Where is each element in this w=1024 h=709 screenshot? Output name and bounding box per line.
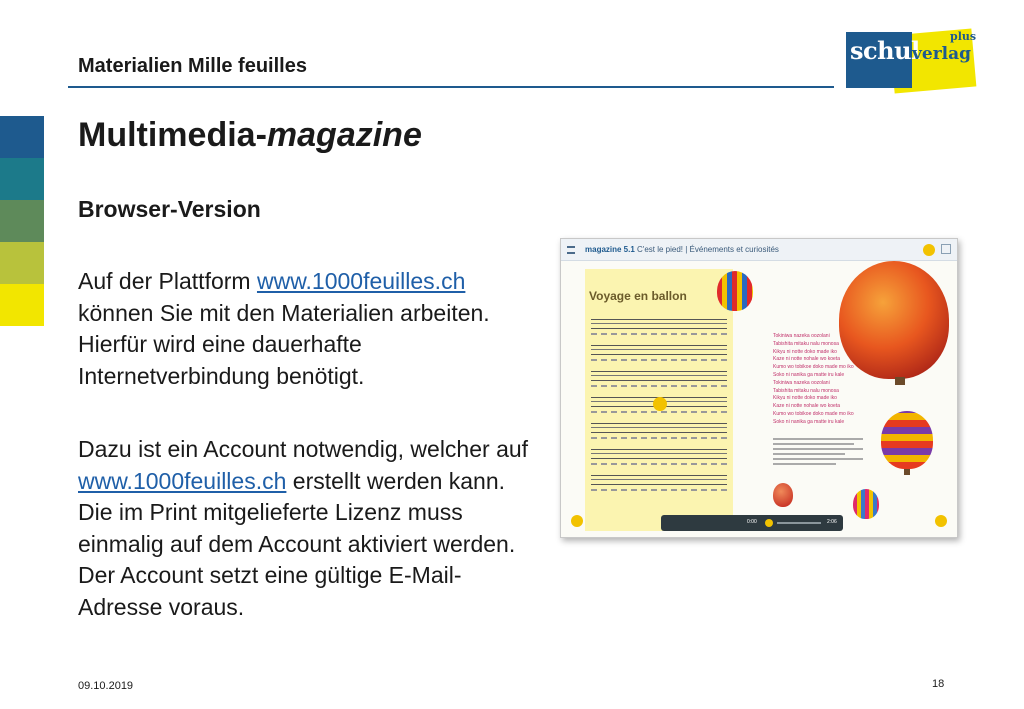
account-link[interactable]: www.1000feuilles.ch <box>78 467 287 494</box>
menu-icon <box>567 246 575 254</box>
screenshot-toolbar <box>561 239 957 261</box>
previous-page-button[interactable] <box>571 515 583 527</box>
balloon-basket <box>895 377 905 385</box>
player-position-knob[interactable] <box>765 519 773 527</box>
sidebar-band <box>0 158 44 200</box>
poem-line: Kaze ni notte nohale wo koeta <box>773 356 840 363</box>
lyrics-line <box>591 463 727 465</box>
hand-icon <box>923 244 935 256</box>
balloon-tiny <box>773 483 793 507</box>
player-time-start: 0:00 <box>747 519 757 525</box>
sidebar-band <box>0 284 44 326</box>
music-staff <box>591 371 727 381</box>
poem-line: Kumo wo tobikoe doko made mo iko <box>773 364 854 371</box>
lyrics-line <box>591 385 727 387</box>
next-page-button[interactable] <box>935 515 947 527</box>
platform-link[interactable]: www.1000feuilles.ch <box>256 268 466 294</box>
magazine-screenshot <box>560 238 958 538</box>
poem-line: Soko ni nanika ga matte iru kale <box>773 371 845 378</box>
poem-line: Kaze ni notte nohale wo koeta <box>773 403 840 410</box>
footer-page-number: 18 <box>932 678 945 690</box>
poem-line: Kumo wo tobikoe doko made mo iko <box>773 410 854 417</box>
lyrics-line <box>591 437 727 439</box>
lyrics-line <box>591 489 727 491</box>
subheading: Browser-Version <box>78 196 261 222</box>
balloon-tiny <box>853 489 879 519</box>
balloon-medium <box>881 411 933 469</box>
balloon-small <box>717 271 753 311</box>
lyrics-line <box>591 359 727 361</box>
music-staff <box>591 345 727 355</box>
poem-lyrics <box>773 333 854 427</box>
screenshot-toolbar-title: magazine 5.1 C'est le pied! | Événements et curiosités <box>585 245 779 254</box>
sidebar-band <box>0 116 44 158</box>
poem-line: Soko ni nanika ga matte iru kale <box>773 418 845 425</box>
poem-line: Tokiniwa nazeka oozolani <box>773 379 830 386</box>
lyrics-line <box>591 333 727 335</box>
audio-player[interactable] <box>661 515 843 531</box>
poem-line: Tabishita mitaku nalu monosa <box>773 340 839 347</box>
player-track[interactable] <box>777 522 821 524</box>
footer-date: 09.10.2019 <box>78 680 134 692</box>
balloon-large <box>839 261 949 379</box>
poem-line: Kikyu ni notte doko made iko <box>773 348 837 355</box>
poem-line: Tokiniwa nazeka oozolani <box>773 333 830 339</box>
player-time-end: 2:06 <box>827 519 837 525</box>
poem-line: Tabishita mitaku nalu monosa <box>773 387 839 394</box>
header-title: Materialien Mille feuilles <box>78 55 307 77</box>
music-staff <box>591 475 727 485</box>
paragraph-account: Dazu ist ein Account notwendig, welcher auf www.1000feuilles.ch erstellt werden kann. Die im Print mitgelieferte Lizenz muss einmalig auf dem Account aktiviert werden. Der Account setzt eine gültige E-Mail-Adresse voraus. <box>78 436 529 620</box>
lyrics-line <box>591 411 727 413</box>
music-staff <box>591 319 727 329</box>
music-staff <box>591 423 727 433</box>
logo-word-schul: schul <box>850 36 920 65</box>
music-note-icon[interactable] <box>653 397 667 411</box>
sidebar-band <box>0 242 44 284</box>
paragraph-platform: Auf der Plattform www.1000feuilles.ch können Sie mit den Materialien arbeiten. Hierfür wird eine dauerhafte Internetverbindung benötigt. <box>78 268 490 389</box>
music-staff <box>591 449 727 459</box>
slide-title: Multimedia-magazine <box>78 116 422 154</box>
sidebar-band <box>0 200 44 242</box>
song-title: Voyage en ballon <box>589 289 687 303</box>
balloon-basket <box>904 469 910 475</box>
logo-word-verlag: verlag <box>912 44 972 64</box>
prose-text <box>773 435 863 468</box>
fullscreen-icon <box>941 244 951 254</box>
header-rule <box>68 86 834 88</box>
publisher-logo[interactable] <box>846 30 978 94</box>
logo-word-plus: plus <box>950 30 977 43</box>
poem-line: Kikyu ni notte doko made iko <box>773 395 837 402</box>
